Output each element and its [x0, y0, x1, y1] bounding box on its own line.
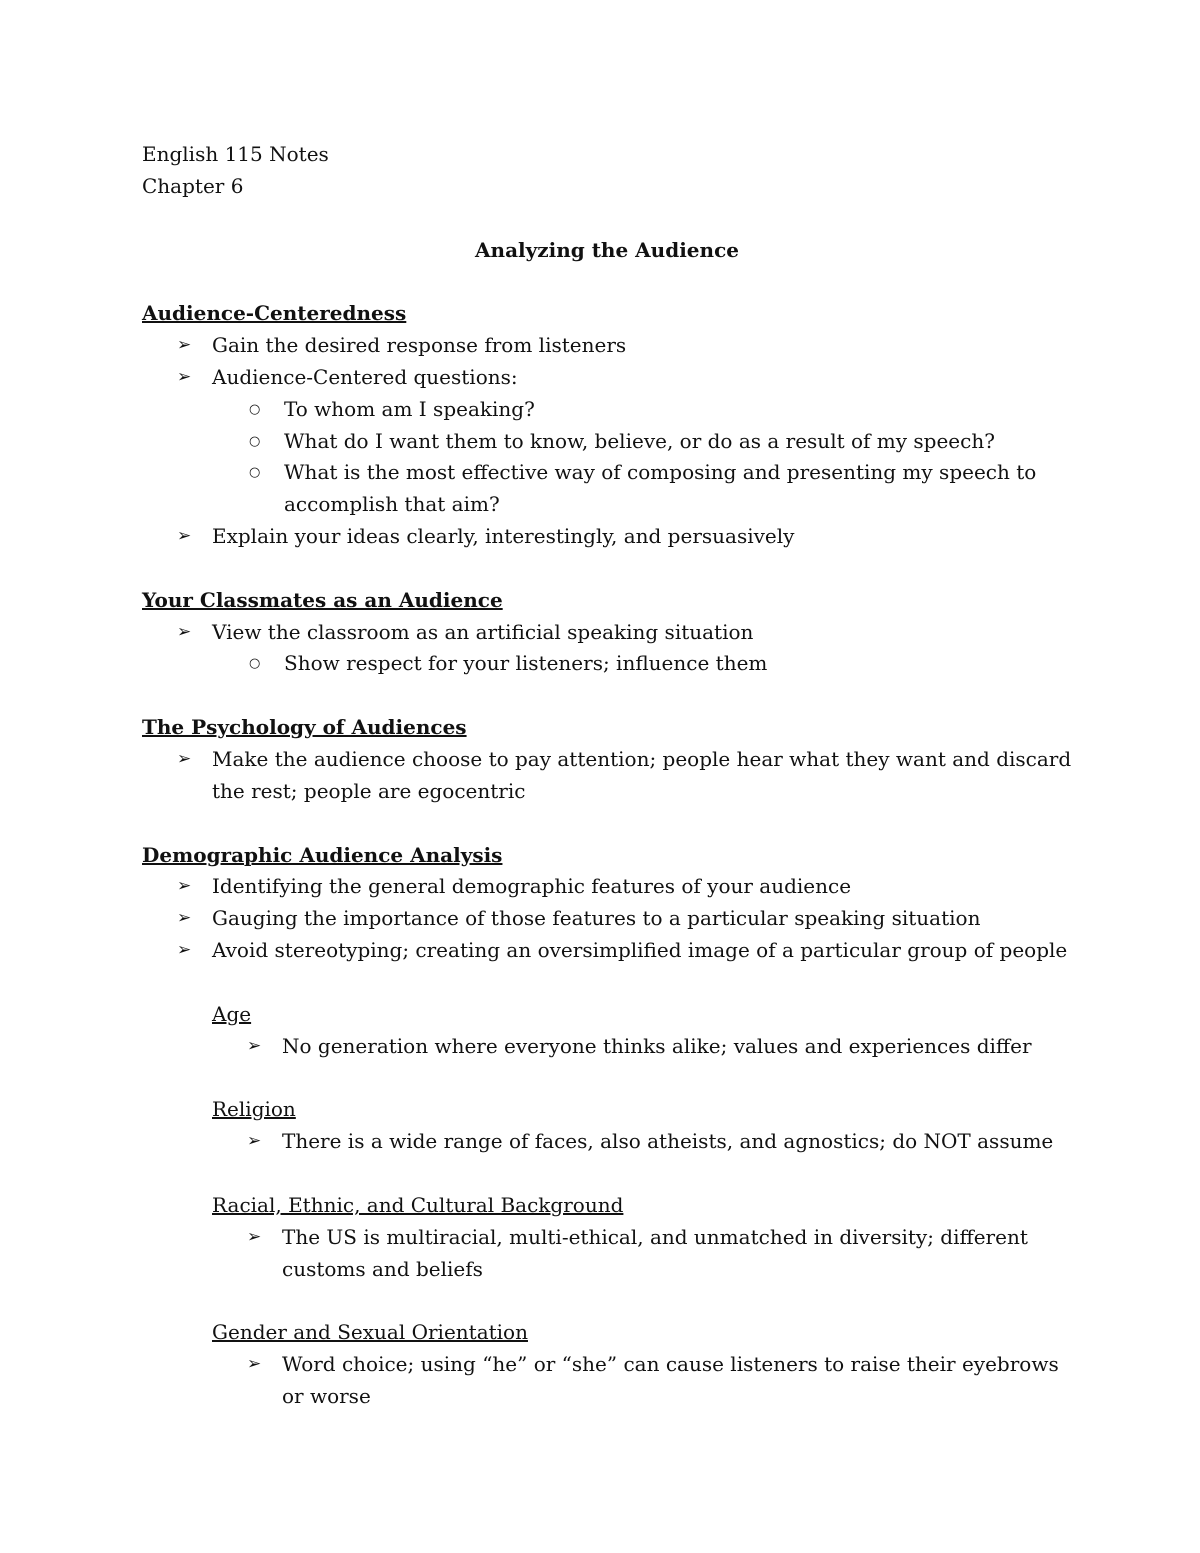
- list-item: [142, 362, 1072, 394]
- course-title: English 115 Notes: [142, 142, 329, 166]
- section-heading-audience-centeredness: Audience-Centeredness: [142, 301, 407, 326]
- list-item-text: Explain your ideas clearly, interestingly, and persuasively: [212, 523, 795, 548]
- list-item: [142, 871, 1072, 903]
- arrow-bullet-icon: ➢: [177, 908, 192, 929]
- sub-list-item-text: To whom am I speaking?: [284, 396, 535, 421]
- circle-bullet-icon: ○: [249, 433, 261, 449]
- arrow-bullet-icon: ➢: [177, 366, 192, 387]
- list-item: [142, 744, 1072, 808]
- list-item-text: No generation where everyone thinks alike; values and experiences differ: [282, 1033, 1032, 1058]
- subsection-heading-religion: Religion: [212, 1097, 296, 1122]
- sub-list-item: [142, 648, 1072, 680]
- list-item-text: Audience-Centered questions:: [212, 364, 518, 389]
- document-title: Analyzing the Audience: [475, 237, 739, 262]
- circle-bullet-icon: ○: [249, 656, 261, 672]
- chapter-label: Chapter 6: [142, 173, 244, 198]
- arrow-bullet-icon: ➢: [177, 939, 192, 960]
- list-item-text: Identifying the general demographic features of your audience: [212, 874, 852, 899]
- document-page: [142, 139, 1072, 1413]
- list-item-text: View the classroom as an artificial speaking situation: [212, 619, 754, 644]
- list-item-text: Gauging the importance of those features to a particular speaking situation: [212, 906, 981, 931]
- list-item-text: There is a wide range of faces, also atheists, and agnostics; do NOT assume: [282, 1129, 1054, 1154]
- arrow-bullet-icon: ➢: [177, 748, 192, 769]
- sub-list-item: [142, 426, 1072, 458]
- section-heading-psychology: The Psychology of Audiences: [142, 715, 467, 740]
- list-item: [142, 903, 1072, 935]
- list-item: [142, 1031, 1072, 1063]
- list-item-text: Make the audience choose to pay attention; people hear what they want and discard the rest; people are egocentric: [212, 746, 1072, 803]
- arrow-bullet-icon: ➢: [247, 1131, 262, 1152]
- list-item-text: Word choice; using “he” or “she” can cause listeners to raise their eyebrows or worse: [282, 1352, 1059, 1408]
- list-item: [142, 617, 1072, 649]
- arrow-bullet-icon: ➢: [177, 525, 192, 546]
- arrow-bullet-icon: ➢: [177, 876, 192, 897]
- sub-list-item-text: What do I want them to know, believe, or do as a result of my speech?: [284, 428, 995, 453]
- list-item: [142, 935, 1072, 967]
- sub-list-item: [142, 394, 1072, 426]
- list-item: [142, 330, 1072, 362]
- list-item: [142, 521, 1072, 553]
- arrow-bullet-icon: ➢: [247, 1035, 262, 1056]
- sub-list-item-text: What is the most effective way of composing and presenting my speech to accomplish that aim?: [284, 460, 1037, 517]
- list-item: [142, 1349, 1072, 1413]
- section-heading-classmates: Your Classmates as an Audience: [142, 587, 503, 612]
- list-item: [142, 1222, 1072, 1286]
- list-item-text: Avoid stereotyping; creating an oversimplified image of a particular group of people: [212, 937, 1068, 962]
- arrow-bullet-icon: ➢: [247, 1354, 262, 1375]
- list-item-text: Gain the desired response from listeners: [212, 333, 627, 358]
- arrow-bullet-icon: ➢: [177, 335, 192, 356]
- list-item-text: The US is multiracial, multi-ethical, and unmatched in diversity; different customs and beliefs: [282, 1224, 1028, 1281]
- subsection-heading-age: Age: [212, 1001, 252, 1026]
- subsection-heading-racial: Racial, Ethnic, and Cultural Background: [212, 1192, 624, 1217]
- arrow-bullet-icon: ➢: [247, 1226, 262, 1247]
- section-heading-demographic: Demographic Audience Analysis: [142, 842, 503, 867]
- subsection-heading-gender: Gender and Sexual Orientation: [212, 1320, 528, 1345]
- circle-bullet-icon: ○: [249, 465, 261, 481]
- arrow-bullet-icon: ➢: [177, 621, 192, 642]
- list-item: [142, 1126, 1072, 1158]
- circle-bullet-icon: ○: [249, 401, 261, 417]
- sub-list-item: [142, 457, 1072, 521]
- sub-list-item-text: Show respect for your listeners; influence them: [284, 651, 768, 676]
